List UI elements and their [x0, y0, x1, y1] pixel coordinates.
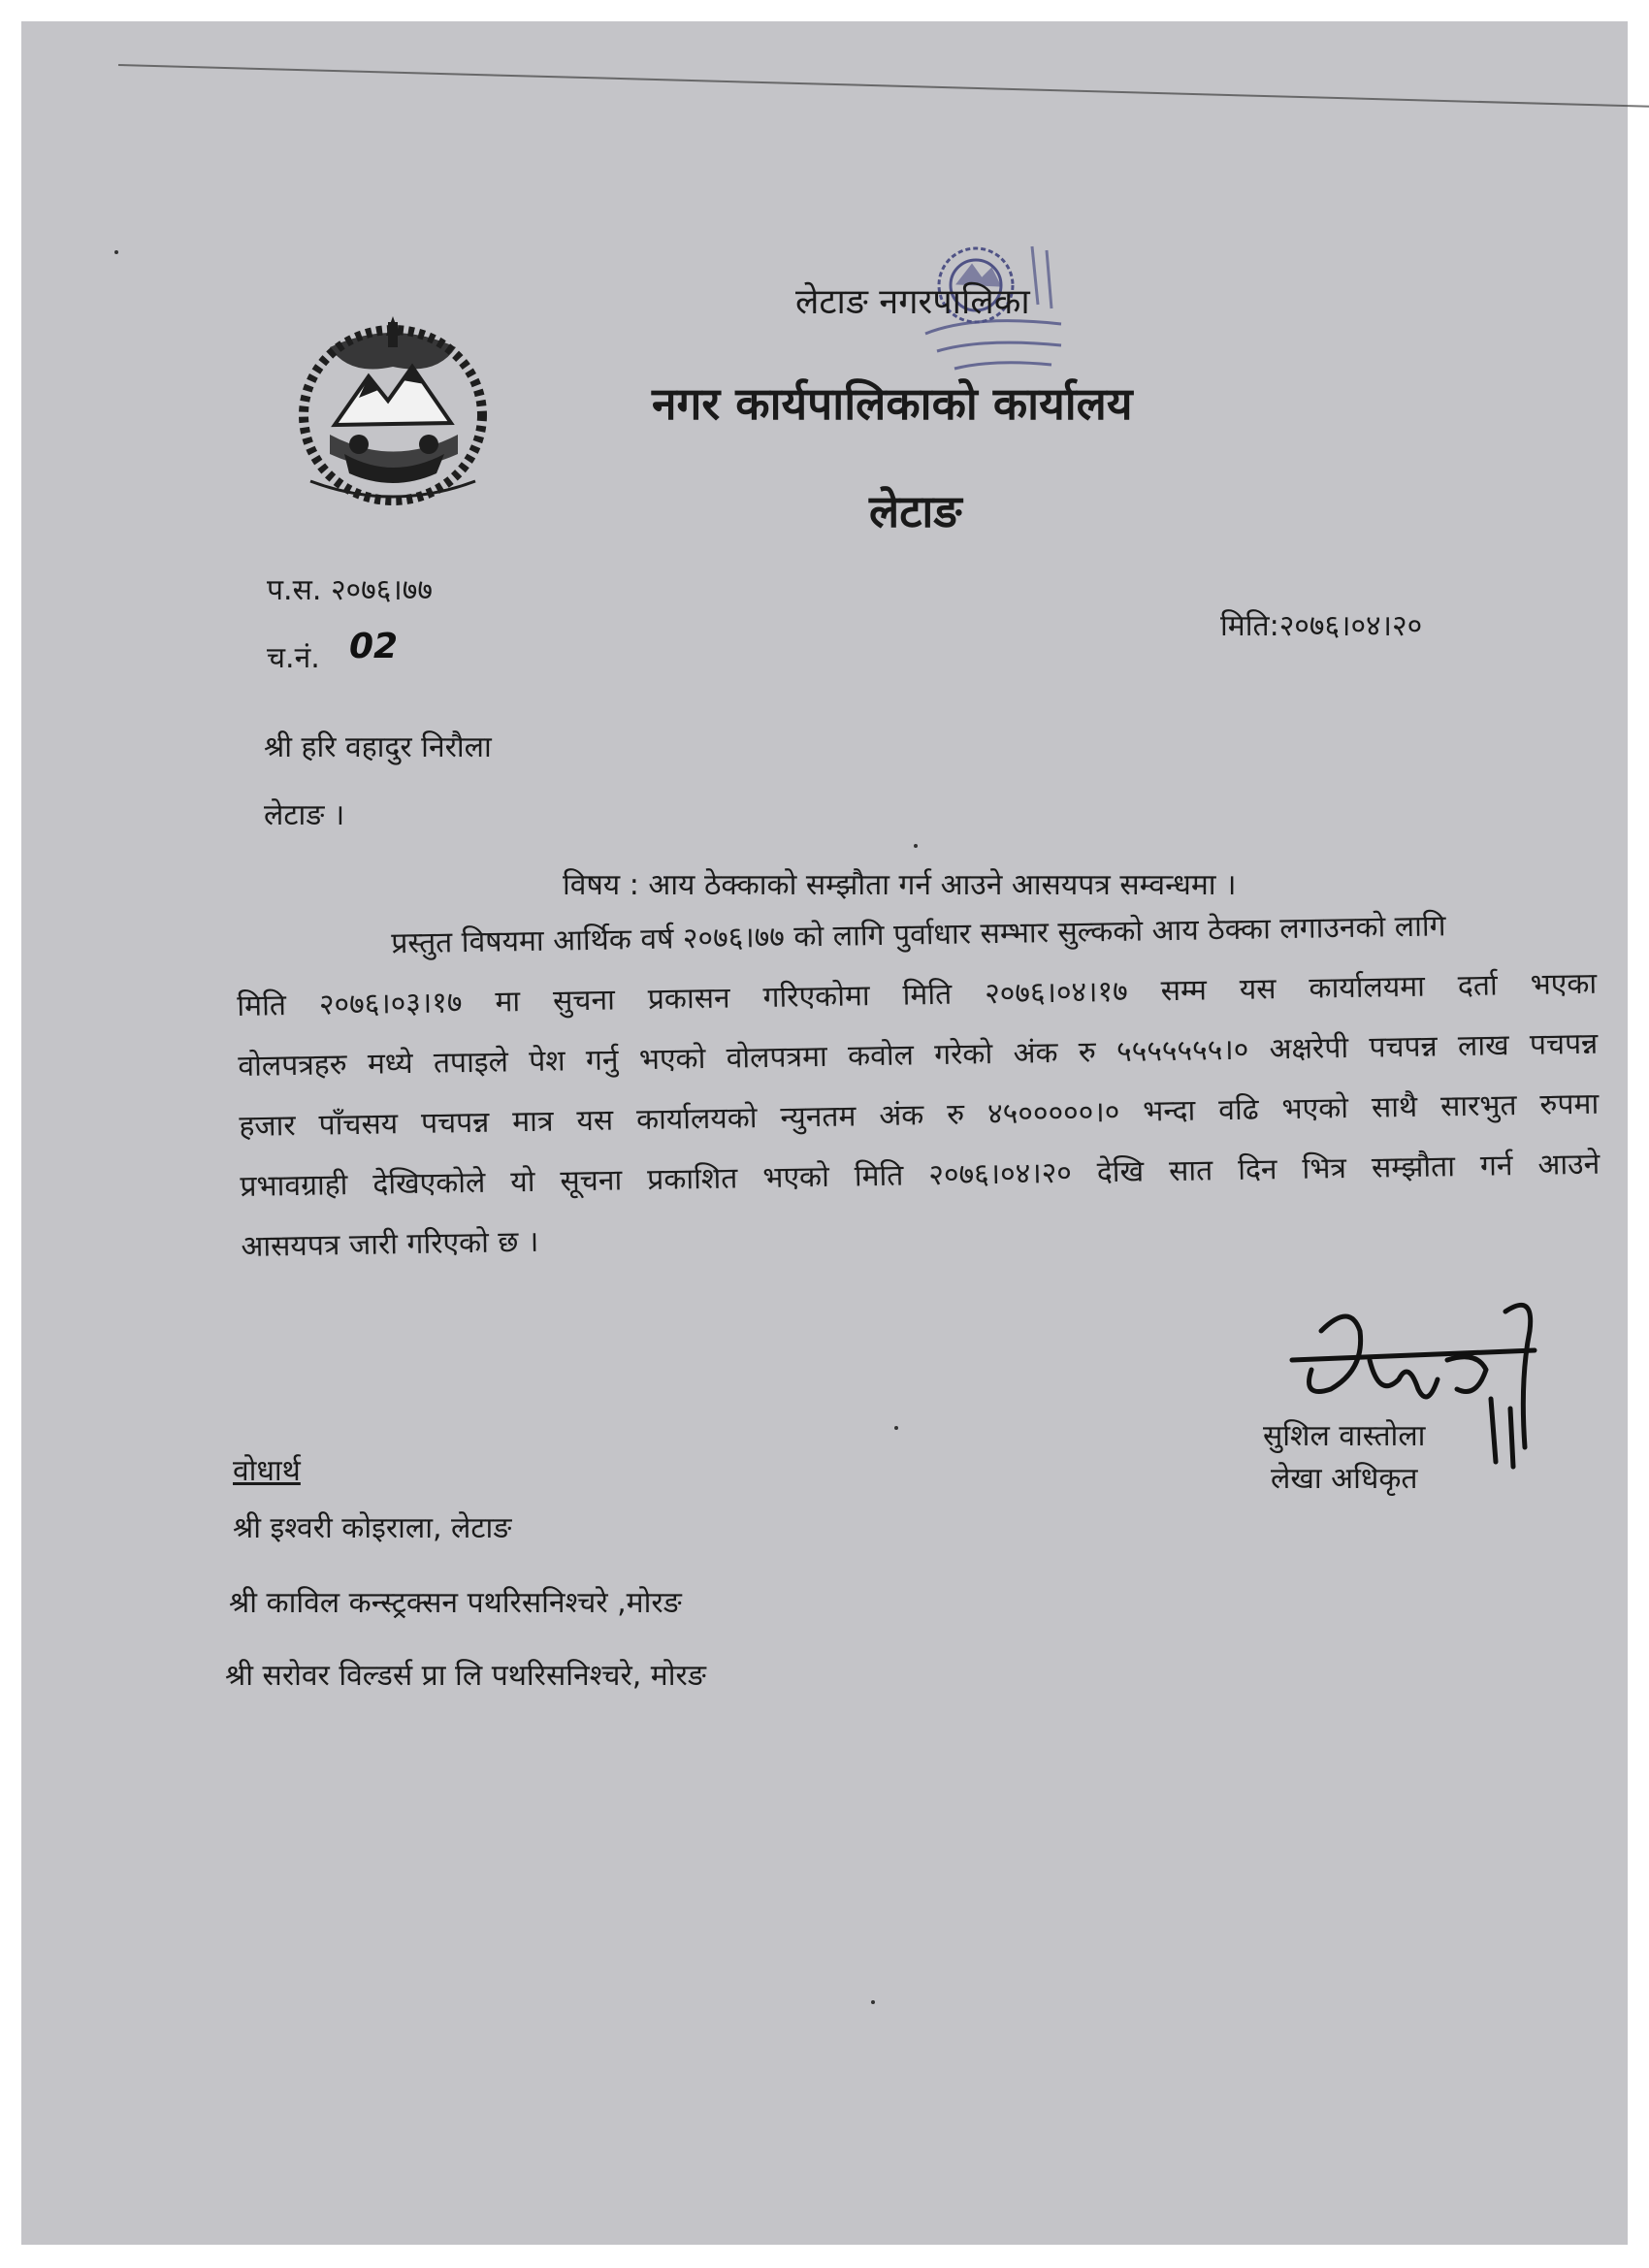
body-line: वोलपत्रहरु मध्ये तपाइले पेश गर्नु भएको वोलपत्रमा कवोल गरेको अंक रु ५५५५५५५।० अक्षरेपी पचपन्न लाख पचपन्न — [238, 1026, 1599, 1084]
recipient-place: लेटाङ । — [264, 798, 345, 832]
scan-edge-line — [118, 64, 1649, 108]
cn-label: च.नं. — [267, 641, 320, 675]
signatory-name: सुशिल वास्तोला — [1263, 1419, 1426, 1453]
cc-item: श्री काविल कन्स्ट्रक्सन पथरिसनिश्चरे ,मोरङ — [229, 1586, 682, 1620]
scan-speck — [914, 844, 918, 848]
letter-subject: विषय : आय ठेक्काको सम्झौता गर्न आउने आसयपत्र सम्वन्धमा । — [563, 868, 1237, 902]
ps-value: २०७६।७७ — [330, 573, 433, 607]
letter-date — [1220, 604, 1422, 644]
scan-speck — [114, 250, 118, 254]
place-name-heading: लेटाङ — [869, 485, 962, 537]
ps-label: प.स. — [267, 573, 322, 607]
recipient-name: श्री हरि वहादुर निरौला — [264, 730, 492, 764]
cc-heading: वोधार्थ — [233, 1454, 301, 1488]
nepal-emblem-icon — [291, 308, 495, 512]
cc-item: श्री इश्वरी कोइराला, लेटाङ — [233, 1511, 512, 1545]
body-line: प्रभावग्राही देखिएकोले यो सूचना प्रकाशित भएको मिति २०७६।०४।२० देखि सात दिन भित्र सम्झौता गर्न आउने — [240, 1147, 1600, 1204]
signatory-title: लेखा अधिकृत — [1271, 1462, 1418, 1496]
date-value: २०७६।०४।२० — [1278, 609, 1423, 643]
body-line: मिति २०७६।०३।१७ मा सुचना प्रकासन गरिएकोमा मिति २०७६।०४।१७ सम्म यस कार्यालयमा दर्ता भएका — [237, 966, 1598, 1023]
body-line: प्रस्तुत विषयमा आर्थिक वर्ष २०७६।७७ को लागि पुर्वाधार सम्भार सुल्कको आय ठेक्का लगाउनको लागि — [391, 909, 1446, 961]
cn-value-handwritten: 02 — [349, 627, 399, 666]
body-line: आसयपत्र जारी गरिएको छ । — [241, 1224, 539, 1264]
office-name-heading: नगर कार्यपालिकाको कार्यालय — [652, 377, 1133, 430]
cc-item: श्री सरोवर विल्डर्स प्रा लि पथरिसनिश्चरे, मोरङ — [225, 1659, 706, 1693]
body-line: हजार पाँचसय पचपन्न मात्र यस कार्यालयको न्युनतम अंक रु ४५०००००।० भन्दा वढि भएको साथै सारभुत रुपमा — [239, 1086, 1600, 1144]
municipality-name: लेटाङ नगरपालिका — [795, 282, 1030, 322]
scan-speck — [894, 1426, 898, 1430]
date-label: मिति: — [1220, 609, 1279, 643]
scan-speck — [871, 2000, 875, 2004]
ps-reference — [267, 568, 433, 608]
